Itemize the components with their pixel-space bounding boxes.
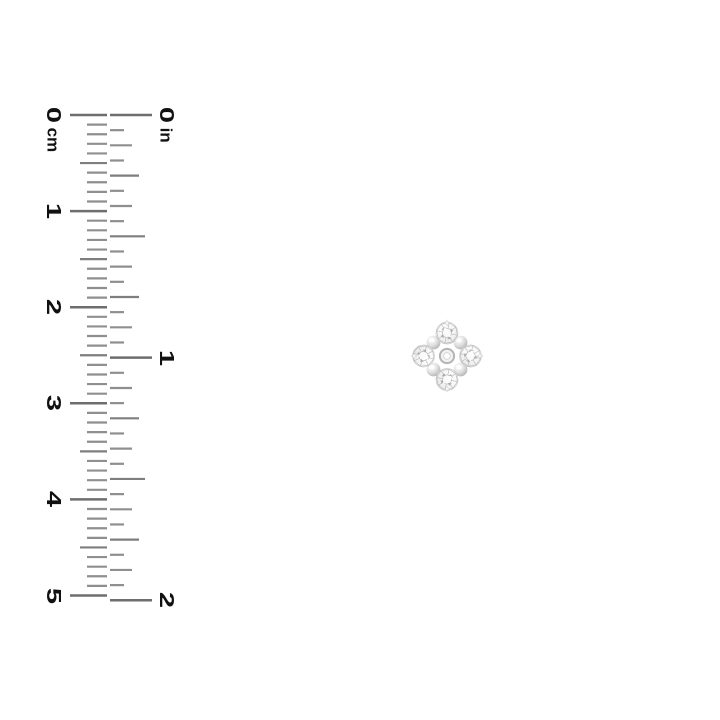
ruler-number: 4 (42, 491, 64, 508)
ruler-tick-marks (70, 115, 152, 600)
jewel-center-bezel (440, 349, 454, 363)
ruler-number: 0 (42, 106, 64, 124)
ruler-number: 2 (42, 299, 64, 316)
earring-jewel (409, 320, 486, 393)
ruler-number: 1 (42, 203, 64, 220)
ruler-unit-label: in (156, 127, 176, 143)
ruler-number: 2 (155, 592, 177, 609)
ruler-number: 5 (42, 587, 64, 604)
ruler-number: 3 (42, 395, 64, 412)
ruler-number: 0 (155, 106, 177, 124)
ruler-number: 1 (155, 349, 177, 366)
ruler-unit-label: cm (43, 127, 63, 153)
